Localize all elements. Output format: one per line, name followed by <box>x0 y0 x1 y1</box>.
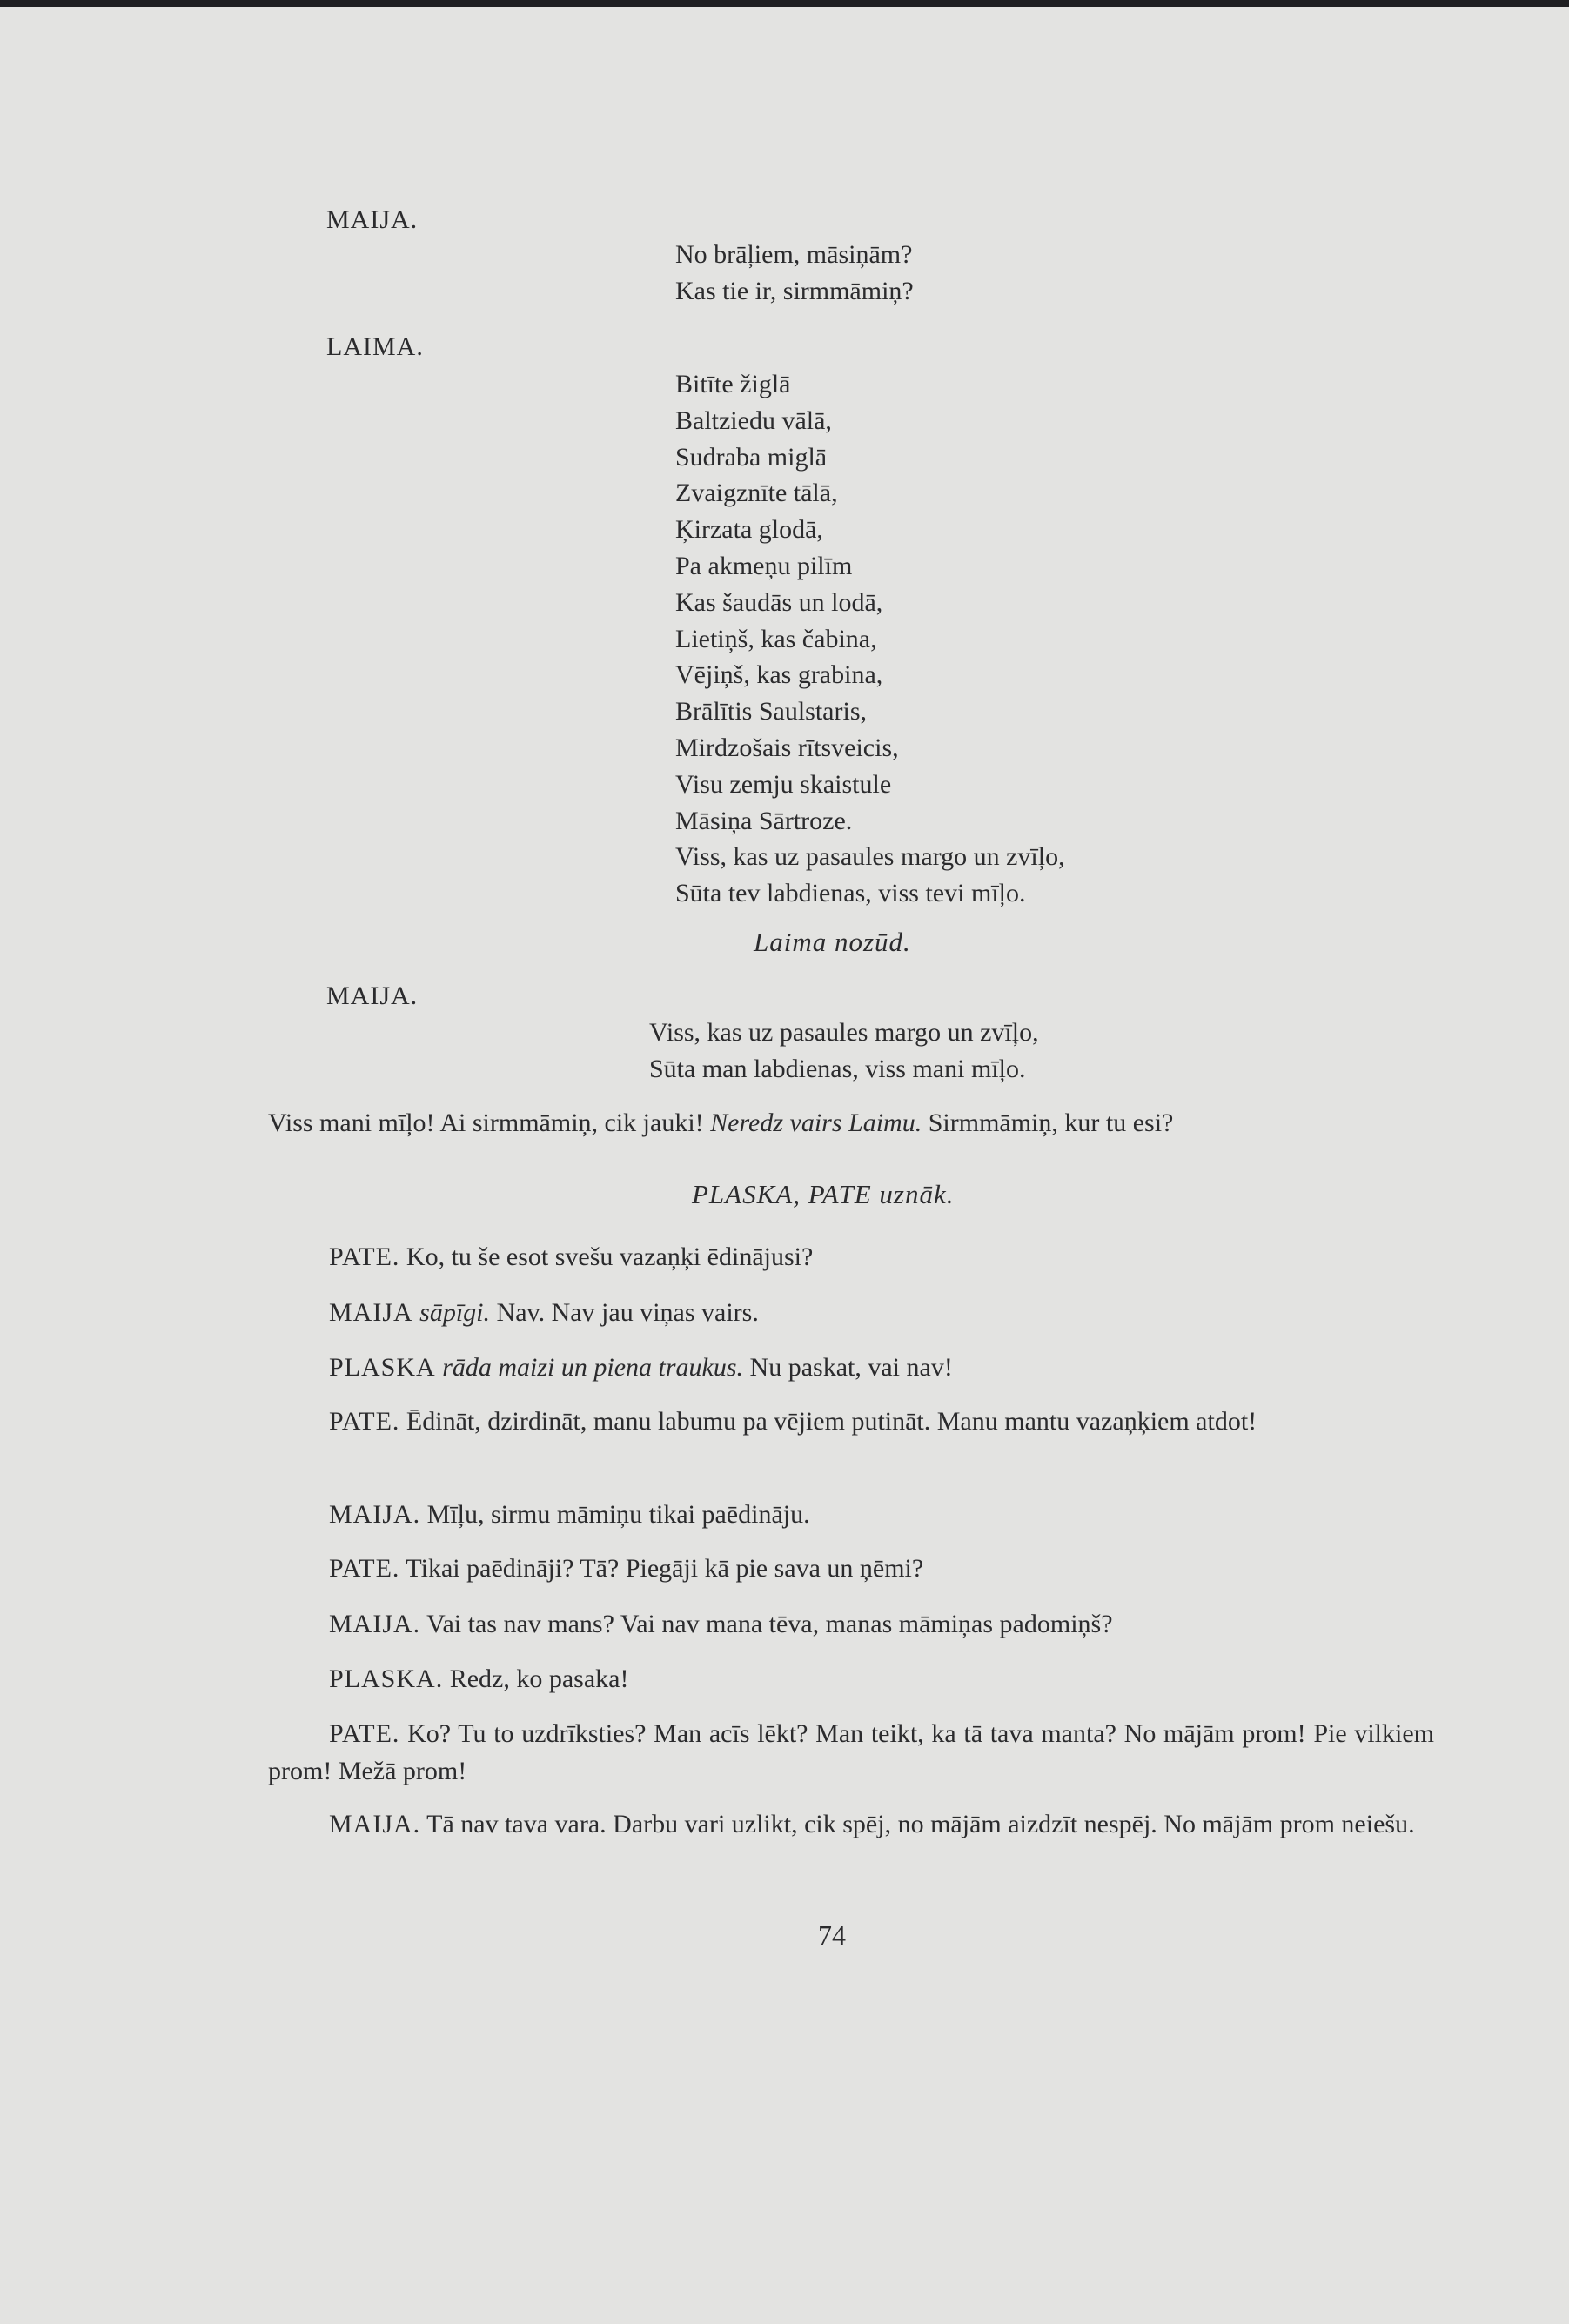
dialogue-paragraph: Viss mani mīļo! Ai sirmmāmiņ, cik jauki! Neredz vairs Laimu. Sirmmāmiņ, kur tu esi? <box>268 1108 1174 1137</box>
verse-line: Mirdzošais rītsveicis, <box>675 733 899 762</box>
dialogue-line: MAIJA sāpīgi. Nav. Nav jau viņas vairs. <box>329 1298 759 1327</box>
stage-direction: PLASKA, PATE uznāk. <box>692 1179 955 1209</box>
verse-line: Pa akmeņu pilīm <box>675 551 853 580</box>
verse-line: Ķirzata glodā, <box>675 515 823 545</box>
speaker-label: LAIMA. <box>326 332 424 361</box>
verse-line: Bitīte žiglā <box>675 370 791 398</box>
verse-line: Sudraba miglā <box>675 442 828 472</box>
verse-line: Vējiņš, kas grabina, <box>675 660 883 690</box>
speaker-label: MAIJA. <box>326 205 419 234</box>
dialogue-line: MAIJA. Mīļu, sirmu māmiņu tikai paēdināju. <box>329 1500 810 1529</box>
dialogue-line: MAIJA. Vai tas nav mans? Vai nav mana tēva, manas māmiņas padomiņš? <box>329 1610 1113 1638</box>
verse-line: Sūta man labdienas, viss mani mīļo. <box>649 1055 1026 1083</box>
dialogue-line: PATE. Ko, tu še esot svešu vazaņķi ēdinājusi? <box>329 1242 814 1271</box>
dialogue-line: PATE. Ko? Tu to uzdrīksties? Man acīs lēkt? Man teikt, ka tā tava manta? No mājām prom! Pie vilkiem prom! Mežā prom! <box>268 1719 1434 1785</box>
verse-line: Lietiņš, kas čabina, <box>675 624 877 653</box>
dialogue-line: MAIJA. Tā nav tava vara. Darbu vari uzlikt, cik spēj, no mājām aizdzīt nespēj. No mājām prom neiešu. <box>329 1810 1415 1838</box>
verse-line: Kas tie ir, sirmmāmiņ? <box>675 276 914 305</box>
speaker-label: MAIJA. <box>326 981 419 1010</box>
stage-direction: Laima nozūd. <box>754 927 911 957</box>
verse-line: Visu zemju skaistule <box>675 769 892 799</box>
page-number: 74 <box>818 1919 846 1951</box>
verse-line: Baltziedu vālā, <box>675 405 832 435</box>
verse-line: Brālītis Saulstaris, <box>675 697 867 727</box>
dialogue-line: PLASKA rāda maizi un piena traukus. Nu paskat, vai nav! <box>329 1353 953 1382</box>
verse-line: Sūta tev labdienas, viss tevi mīļo. <box>675 879 1026 908</box>
verse-line: Zvaigznīte tālā, <box>675 479 838 508</box>
verse-block-3 <box>649 1015 1039 1088</box>
verse-block-2 <box>675 366 1065 912</box>
dialogue-line: PATE. Ēdināt, dzirdināt, manu labumu pa vējiem putināt. Manu mantu vazaņķiem atdot! <box>329 1407 1257 1436</box>
verse-line: Kas šaudās un lodā, <box>675 587 883 617</box>
verse-line: No brāļiem, māsiņām? <box>675 240 913 269</box>
verse-line: Viss, kas uz pasaules margo un zvīļo, <box>649 1018 1039 1047</box>
dialogue-line: PLASKA. Redz, ko pasaka! <box>329 1664 629 1693</box>
dialogue-line: PATE. Tikai paēdināji? Tā? Piegāji kā pie sava un ņēmi? <box>329 1554 924 1583</box>
verse-line: Viss, kas uz pasaules margo un zvīļo, <box>675 842 1065 872</box>
verse-block-1 <box>675 237 914 310</box>
verse-line: Māsiņa Sārtroze. <box>675 806 853 835</box>
